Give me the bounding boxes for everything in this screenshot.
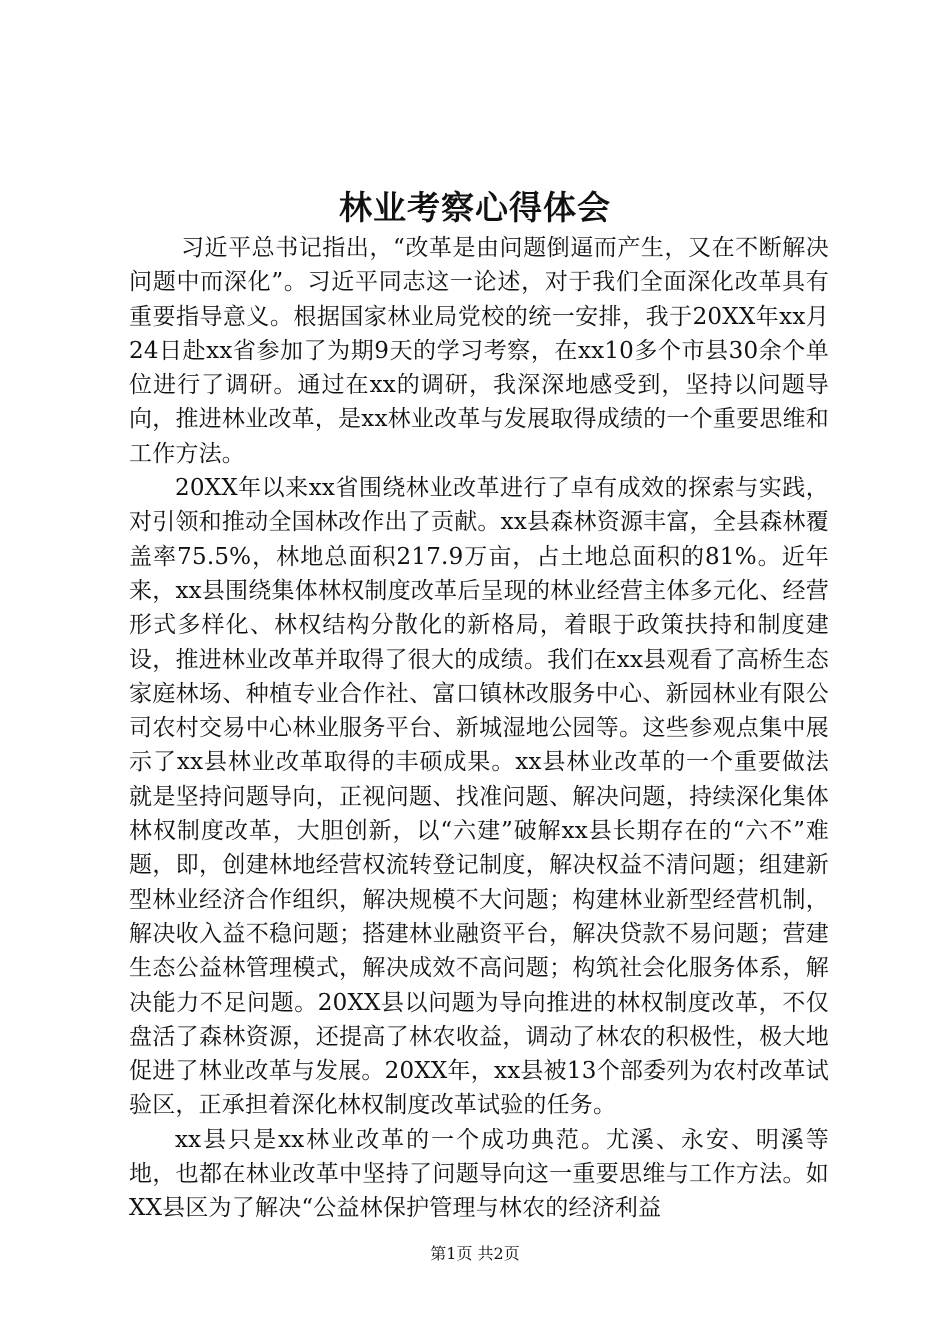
page-number-footer: 第1页 共2页 (430, 1244, 520, 1263)
paragraph-2: 20XX年以来xx省围绕林业改革进行了卓有成效的探索与实践，对引领和推动全国林改作出了贡献。xx县森林资源丰富，全县森林覆盖率75.5%，林地总面积217.9万亩，占土地总面积的81%。近年来，xx县围绕集体林权制度改革后呈现的林业经营主体多元化、经营形式多样化、林权结构分散化的新格局，着眼于政策扶持和制度建设，推进林业改革并取得了很大的成绩。我们在xx县观看了高桥生态家庭林场、种植专业合作社、富口镇林改服务中心、新园林业有限公司农村交易中心林业服务平台、新城湿地公园等。这些参观点集中展示了xx县林业改革取得的丰硕成果。xx县林业改革的一个重要做法就是坚持问题导向，正视问题、找准问题、解决问题，持续深化集体林权制度改革，大胆创新，以“六建”破解xx县长期存在的“六不”难题，即，创建林地经营权流转登记制度，解决权益不清问题；组建新型林业经济合作组织，解决规模不大问题；构建林业新型经营机制，解决收入益不稳问题；搭建林业融资平台，解决贷款不易问题；营建生态公益林管理模式，解决成效不高问题；构筑社会化服务体系，解决能力不足问题。20XX县以问题为导向推进的林权制度改革，不仅盘活了森林资源，还提高了林农收益，调动了林农的积极性，极大地促进了林业改革与发展。20XX年，xx县被13个部委列为农村改革试验区，正承担着深化林权制度改革试验的任务。 (129, 475, 829, 1119)
paragraph-1: 习近平总书记指出，“改革是由问题倒逼而产生，又在不断解决问题中而深化”。习近平同志这一论述，对于我们全面深化改革具有重要指导意义。根据国家林业局党校的统一安排，我于20XX年xx月24日赴xx省参加了为期9天的学习考察，在xx10多个市县30余个单位进行了调研。通过在xx的调研，我深深地感受到，坚持以问题导向，推进林业改革，是xx林业改革与发展取得成绩的一个重要思维和工作方法。 (129, 235, 829, 467)
document-body (129, 231, 829, 1226)
paragraph-3: xx县只是xx林业改革的一个成功典范。尤溪、永安、明溪等地，也都在林业改革中坚持了问题导向这一重要思维与工作方法。如XX县区为了解决“公益林保护管理与林农的经济利益 (129, 1126, 829, 1222)
document-title: 林业考察心得体会 (339, 188, 611, 227)
